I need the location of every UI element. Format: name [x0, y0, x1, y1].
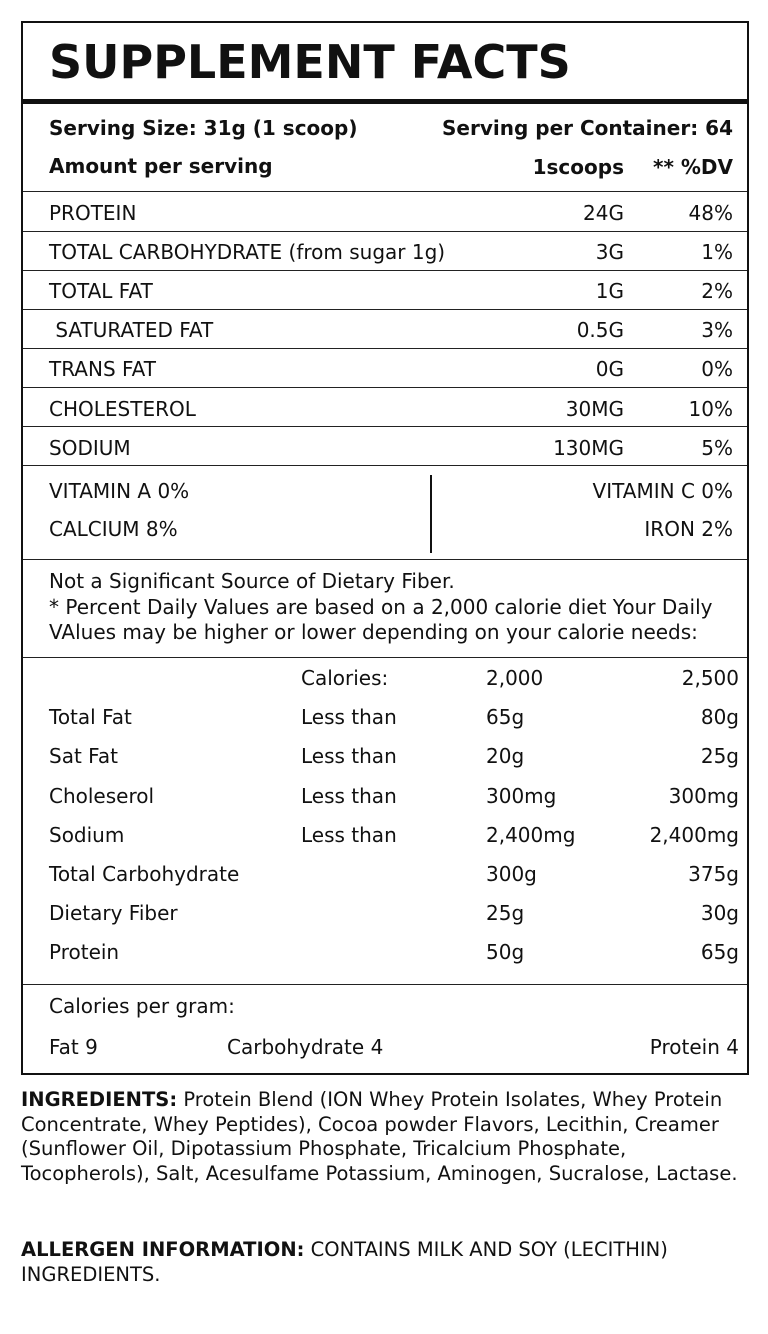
nutrient-dv: 3% [701, 318, 733, 342]
dv-row-2000: 2,400mg [486, 823, 576, 847]
divider [23, 465, 747, 466]
nutrient-amount: 30MG [565, 397, 624, 421]
dv-row-qualifier: Less than [301, 823, 397, 847]
servings-per-container: Serving per Container: 64 [442, 116, 733, 140]
dv-row-qualifier: Less than [301, 784, 397, 808]
divider [23, 191, 747, 192]
dv-row-2500: 25g [700, 744, 739, 768]
dv-row-2500: 65g [700, 940, 739, 964]
nutrient-amount: 1G [595, 279, 624, 303]
fat-per-gram: Fat 9 [49, 1035, 98, 1059]
nutrient-name: CHOLESTEROL [49, 397, 196, 421]
allergen-label: ALLERGEN INFORMATION: [21, 1238, 305, 1261]
divider [23, 348, 747, 349]
dv-row-2500: 375g [688, 862, 739, 886]
nutrient-dv: 48% [688, 201, 733, 225]
protein-per-gram: Protein 4 [649, 1035, 739, 1059]
dv-row-2000: 20g [486, 744, 525, 768]
dv-row-name: Choleserol [49, 784, 155, 808]
dv-row-2000: 50g [486, 940, 525, 964]
dv-note: * Percent Daily Values are based on a 2,000 calorie diet Your Daily [49, 595, 713, 619]
dv-row-name: Sodium [49, 823, 125, 847]
nutrient-dv: 5% [701, 436, 733, 460]
divider [23, 309, 747, 310]
allergen-text: CONTAINS MILK AND SOY (LECITHIN) INGREDIENTS. [21, 1238, 668, 1286]
nutrient-name: PROTEIN [49, 201, 137, 225]
iron: IRON 2% [644, 517, 733, 541]
dv-row-qualifier: Less than [301, 744, 397, 768]
dv-column-header: ** %DV [653, 155, 733, 179]
dv-row-name: Dietary Fiber [49, 901, 178, 925]
dv-row-name: Total Carbohydrate [49, 862, 240, 886]
calories-2500: 2,500 [681, 666, 739, 690]
dv-row-2500: 2,400mg [649, 823, 739, 847]
dv-row-2500: 30g [700, 901, 739, 925]
allergen-section [21, 1238, 749, 1287]
nutrient-dv: 1% [701, 240, 733, 264]
divider [23, 657, 747, 658]
nutrient-amount: 3G [595, 240, 624, 264]
nutrient-amount: 130MG [553, 436, 624, 460]
dv-row-qualifier: Less than [301, 705, 397, 729]
nutrient-name: TOTAL FAT [49, 279, 153, 303]
amount-column-header: 1scoops [532, 155, 624, 179]
nutrient-amount: 0.5G [576, 318, 624, 342]
nutrient-name: TOTAL CARBOHYDRATE (from sugar 1g) [49, 240, 446, 264]
divider [23, 426, 747, 427]
nutrient-amount: 0G [595, 357, 624, 381]
calories-2000: 2,000 [486, 666, 544, 690]
serving-size: Serving Size: 31g (1 scoop) [49, 116, 358, 140]
dv-row-name: Sat Fat [49, 744, 118, 768]
panel-title: SUPPLEMENT FACTS [49, 35, 571, 89]
amount-per-serving-label: Amount per serving [49, 154, 273, 178]
ingredients-text: Protein Blend (ION Whey Protein Isolates, Whey Protein Concentrate, Whey Peptides), Cocoa powder Flavors, Lecithin, Creamer (Sunflower Oil, Dipotassium Phosphate, Tricalcium Phosphate, Tocopherols), Salt, Acesulfame Potassium, Aminogen, Sucralose, Lactase. [21, 1088, 738, 1185]
vitamin-a: VITAMIN A 0% [49, 479, 190, 503]
nutrient-name: SODIUM [49, 436, 131, 460]
nutrient-dv: 0% [701, 357, 733, 381]
nutrient-name: TRANS FAT [49, 357, 157, 381]
divider [23, 387, 747, 388]
calories-per-gram-label: Calories per gram: [49, 994, 235, 1018]
ingredients-section [21, 1088, 749, 1186]
supplement-facts-panel [21, 21, 749, 1075]
vitamins-divider [430, 475, 432, 553]
dv-row-2000: 300g [486, 862, 537, 886]
dv-row-name: Protein [49, 940, 120, 964]
nutrient-amount: 24G [583, 201, 624, 225]
nutrient-dv: 2% [701, 279, 733, 303]
carb-per-gram: Carbohydrate 4 [227, 1035, 384, 1059]
calcium: CALCIUM 8% [49, 517, 178, 541]
vitamin-c: VITAMIN C 0% [592, 479, 733, 503]
dv-row-name: Total Fat [49, 705, 132, 729]
ingredients-label: INGREDIENTS: [21, 1088, 178, 1111]
dv-row-2500: 300mg [668, 784, 739, 808]
dv-row-2000: 65g [486, 705, 525, 729]
divider [23, 231, 747, 232]
divider [23, 559, 747, 560]
title-divider [23, 99, 747, 104]
dv-note-continued: VAlues may be higher or lower depending on your calorie needs: [49, 620, 698, 644]
dv-row-2000: 300mg [486, 784, 557, 808]
dv-row-2000: 25g [486, 901, 525, 925]
divider [23, 984, 747, 985]
nutrient-dv: 10% [688, 397, 733, 421]
calories-header: Calories: [301, 666, 389, 690]
dv-row-2500: 80g [700, 705, 739, 729]
divider [23, 270, 747, 271]
nutrient-name: SATURATED FAT [49, 318, 214, 342]
fiber-note: Not a Significant Source of Dietary Fiber. [49, 569, 455, 593]
